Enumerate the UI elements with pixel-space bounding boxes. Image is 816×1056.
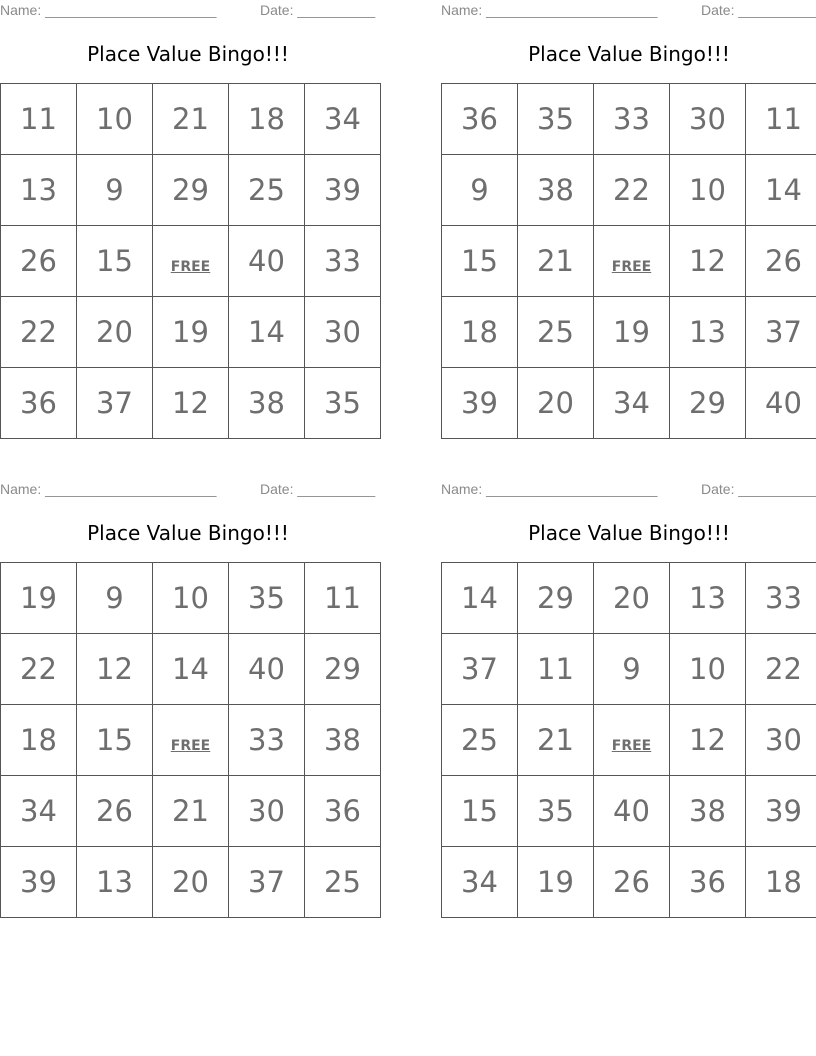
card-title: Place Value Bingo!!! — [87, 521, 289, 545]
bingo-cell: 29 — [670, 368, 746, 439]
bingo-cell: 15 — [77, 705, 153, 776]
bingo-cell: 11 — [746, 84, 816, 155]
bingo-cell: 37 — [77, 368, 153, 439]
bingo-cell: 11 — [1, 84, 77, 155]
bingo-cell: 39 — [305, 155, 381, 226]
bingo-cell: 11 — [305, 563, 381, 634]
bingo-cell: 15 — [77, 226, 153, 297]
date-field-label: Date: __________ — [260, 2, 376, 18]
bingo-cell: 38 — [229, 368, 305, 439]
bingo-cell: 30 — [746, 705, 816, 776]
free-space-label: FREE — [170, 738, 211, 754]
bingo-cell: 36 — [305, 776, 381, 847]
bingo-cell: 13 — [77, 847, 153, 918]
bingo-cell: 37 — [229, 847, 305, 918]
bingo-cell: 37 — [442, 634, 518, 705]
bingo-cell: 26 — [594, 847, 670, 918]
date-field-label: Date: __________ — [701, 481, 816, 497]
name-field-label: Name: ______________________ — [0, 2, 217, 18]
bingo-cell: 10 — [670, 155, 746, 226]
bingo-cell: 36 — [670, 847, 746, 918]
bingo-row — [1, 776, 381, 847]
bingo-cell: 13 — [1, 155, 77, 226]
bingo-cell: 36 — [1, 368, 77, 439]
bingo-cell: 36 — [442, 84, 518, 155]
bingo-cell: 20 — [153, 847, 229, 918]
bingo-cell: 34 — [594, 368, 670, 439]
card-header — [0, 2, 376, 20]
bingo-cell: 20 — [77, 297, 153, 368]
bingo-cell: 40 — [229, 226, 305, 297]
bingo-cell: 35 — [518, 84, 594, 155]
card-title: Place Value Bingo!!! — [528, 521, 730, 545]
bingo-cell: 22 — [746, 634, 816, 705]
bingo-cell: 39 — [1, 847, 77, 918]
bingo-cell: 14 — [746, 155, 816, 226]
free-space — [594, 226, 670, 297]
bingo-cell: 26 — [1, 226, 77, 297]
bingo-cell: 22 — [1, 634, 77, 705]
bingo-grid — [441, 83, 816, 439]
bingo-cell: 21 — [518, 226, 594, 297]
bingo-cell: 26 — [746, 226, 816, 297]
bingo-cell: 38 — [305, 705, 381, 776]
free-space-label: FREE — [611, 259, 652, 275]
bingo-cell: 34 — [442, 847, 518, 918]
bingo-cell: 10 — [670, 634, 746, 705]
bingo-row — [1, 705, 381, 776]
bingo-cell: 38 — [518, 155, 594, 226]
bingo-cell: 9 — [442, 155, 518, 226]
bingo-cell: 33 — [746, 563, 816, 634]
name-field-label: Name: ______________________ — [441, 2, 658, 18]
bingo-cell: 15 — [442, 226, 518, 297]
bingo-cell: 9 — [77, 563, 153, 634]
bingo-cell: 30 — [305, 297, 381, 368]
bingo-cell: 40 — [229, 634, 305, 705]
bingo-cell: 25 — [229, 155, 305, 226]
bingo-cell: 14 — [153, 634, 229, 705]
bingo-row — [442, 776, 816, 847]
bingo-row — [1, 155, 381, 226]
card-header — [441, 481, 816, 499]
free-space-label: FREE — [170, 259, 211, 275]
bingo-cell: 30 — [229, 776, 305, 847]
bingo-cell: 26 — [77, 776, 153, 847]
bingo-cell: 19 — [518, 847, 594, 918]
date-field-label: Date: __________ — [701, 2, 816, 18]
bingo-cell: 35 — [518, 776, 594, 847]
bingo-cell: 37 — [746, 297, 816, 368]
bingo-cell: 20 — [518, 368, 594, 439]
bingo-cell: 33 — [229, 705, 305, 776]
free-space — [594, 705, 670, 776]
bingo-cell: 34 — [1, 776, 77, 847]
bingo-cell: 21 — [153, 84, 229, 155]
card-header — [441, 2, 816, 20]
bingo-cell: 12 — [670, 226, 746, 297]
bingo-cell: 30 — [670, 84, 746, 155]
free-space — [153, 705, 229, 776]
bingo-cell: 14 — [229, 297, 305, 368]
card-title: Place Value Bingo!!! — [528, 42, 730, 66]
name-field-label: Name: ______________________ — [0, 481, 217, 497]
bingo-grid — [0, 83, 381, 439]
bingo-cell: 19 — [1, 563, 77, 634]
bingo-cell: 12 — [153, 368, 229, 439]
bingo-row — [442, 705, 816, 776]
bingo-cell: 9 — [77, 155, 153, 226]
bingo-cell: 22 — [1, 297, 77, 368]
bingo-cell: 10 — [77, 84, 153, 155]
card-title: Place Value Bingo!!! — [87, 42, 289, 66]
bingo-cell: 11 — [518, 634, 594, 705]
bingo-cell: 14 — [442, 563, 518, 634]
bingo-cell: 18 — [229, 84, 305, 155]
bingo-grid — [0, 562, 381, 918]
bingo-cell: 33 — [305, 226, 381, 297]
card-header — [0, 481, 376, 499]
bingo-cell: 21 — [153, 776, 229, 847]
bingo-cell: 25 — [305, 847, 381, 918]
bingo-cell: 18 — [1, 705, 77, 776]
bingo-cell: 25 — [518, 297, 594, 368]
bingo-row — [1, 84, 381, 155]
bingo-grid — [441, 562, 816, 918]
bingo-row — [442, 563, 816, 634]
bingo-cell: 12 — [670, 705, 746, 776]
bingo-row — [442, 634, 816, 705]
bingo-cell: 40 — [594, 776, 670, 847]
bingo-cell: 18 — [442, 297, 518, 368]
bingo-cell: 21 — [518, 705, 594, 776]
bingo-row — [1, 297, 381, 368]
bingo-cell: 39 — [746, 776, 816, 847]
bingo-row — [1, 847, 381, 918]
bingo-cell: 19 — [153, 297, 229, 368]
bingo-cell: 13 — [670, 297, 746, 368]
bingo-cell: 34 — [305, 84, 381, 155]
bingo-cell: 22 — [594, 155, 670, 226]
bingo-row — [1, 368, 381, 439]
bingo-cell: 12 — [77, 634, 153, 705]
free-space-label: FREE — [611, 738, 652, 754]
bingo-cell: 20 — [594, 563, 670, 634]
bingo-cell: 13 — [670, 563, 746, 634]
bingo-row — [1, 634, 381, 705]
bingo-cell: 19 — [594, 297, 670, 368]
bingo-row — [1, 226, 381, 297]
bingo-cell: 29 — [518, 563, 594, 634]
bingo-row — [442, 297, 816, 368]
bingo-row — [442, 155, 816, 226]
bingo-cell: 38 — [670, 776, 746, 847]
free-space — [153, 226, 229, 297]
name-field-label: Name: ______________________ — [441, 481, 658, 497]
bingo-row — [1, 563, 381, 634]
bingo-row — [442, 847, 816, 918]
bingo-cell: 33 — [594, 84, 670, 155]
bingo-cell: 10 — [153, 563, 229, 634]
bingo-cell: 35 — [229, 563, 305, 634]
bingo-cell: 9 — [594, 634, 670, 705]
bingo-cell: 29 — [153, 155, 229, 226]
bingo-cell: 29 — [305, 634, 381, 705]
bingo-cell: 18 — [746, 847, 816, 918]
bingo-cell: 15 — [442, 776, 518, 847]
bingo-row — [442, 368, 816, 439]
bingo-row — [442, 226, 816, 297]
date-field-label: Date: __________ — [260, 481, 376, 497]
bingo-cell: 35 — [305, 368, 381, 439]
bingo-cell: 40 — [746, 368, 816, 439]
bingo-row — [442, 84, 816, 155]
bingo-cell: 25 — [442, 705, 518, 776]
bingo-cell: 39 — [442, 368, 518, 439]
